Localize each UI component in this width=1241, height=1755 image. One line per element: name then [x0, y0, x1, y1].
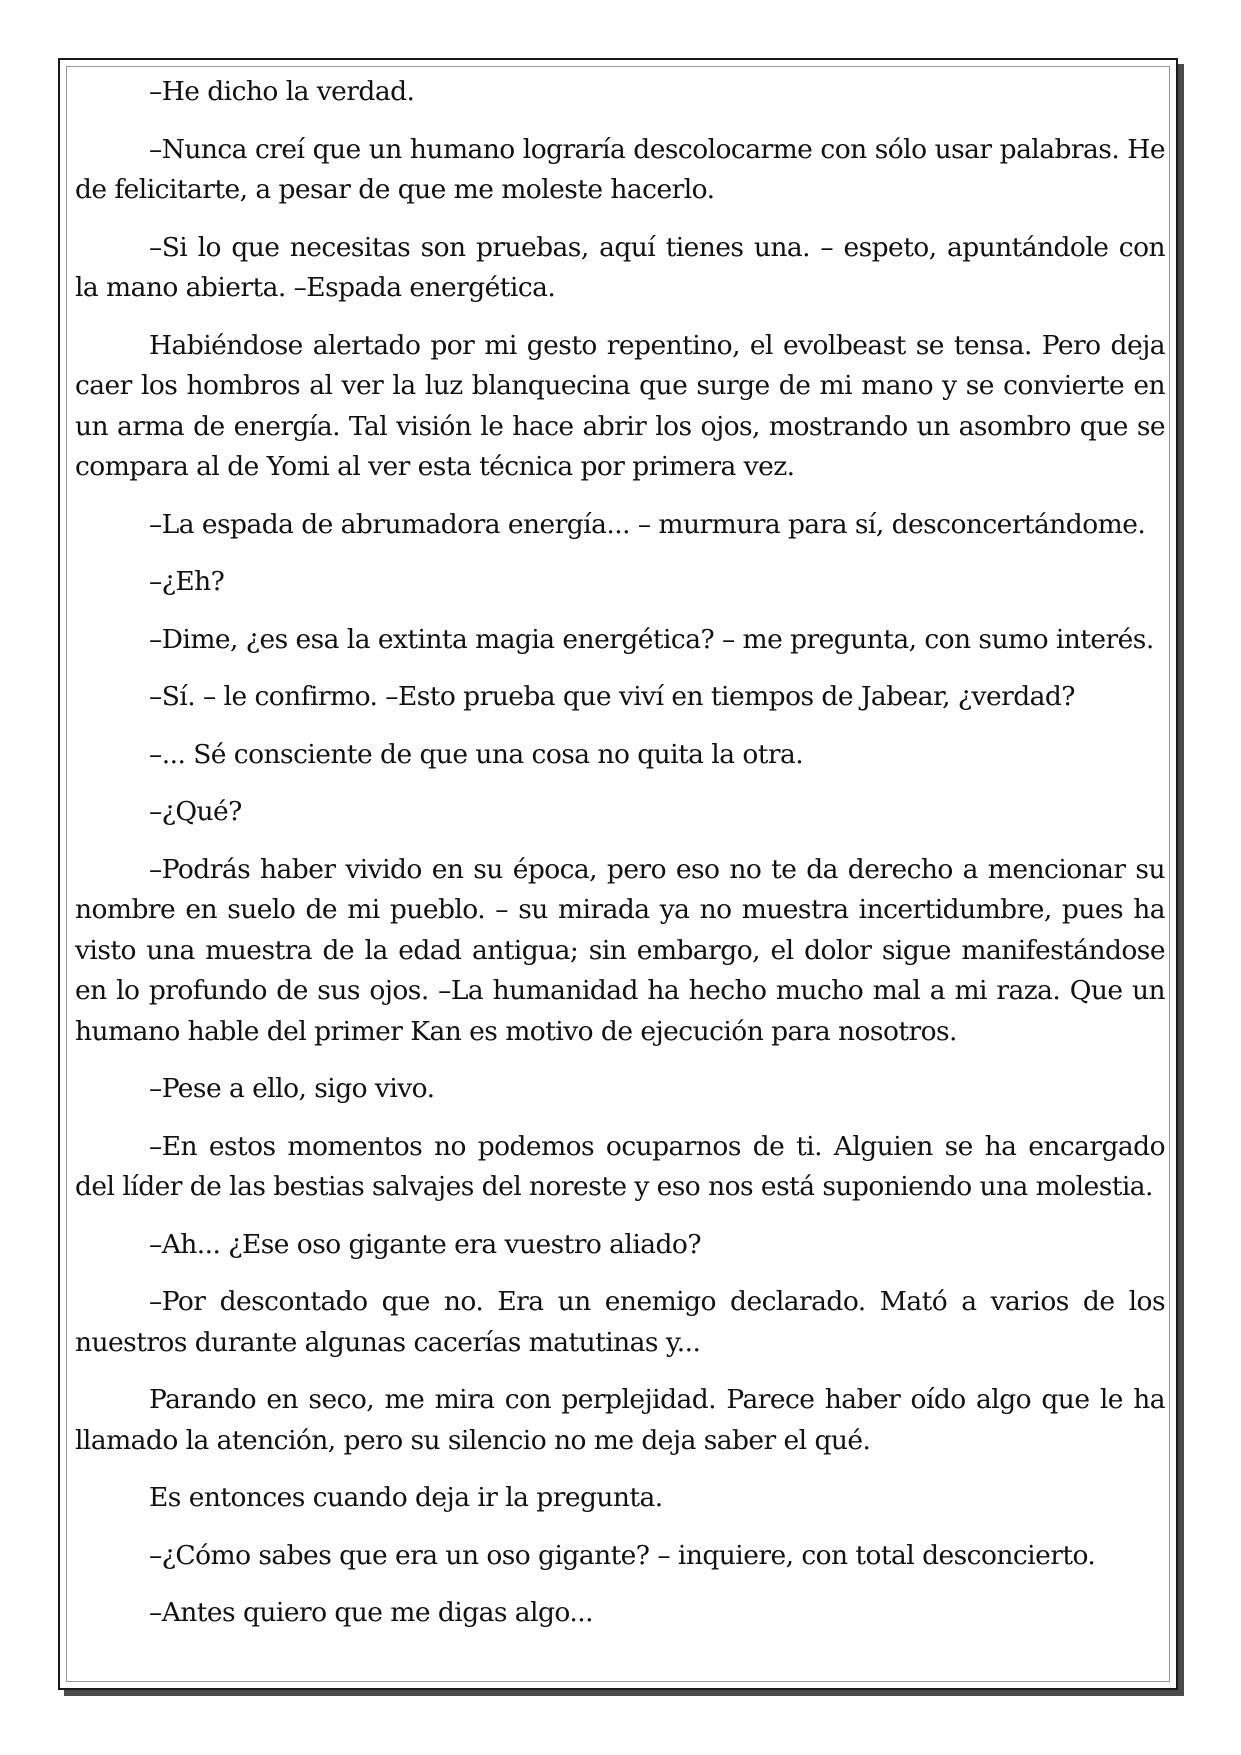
paragraph: –Dime, ¿es esa la extinta magia energética? – me pregunta, con sumo interés.: [149, 623, 1154, 655]
paragraph: –Antes quiero que me digas algo...: [149, 1597, 593, 1628]
paragraph: –La espada de abrumadora energía... – murmura para sí, desconcertándome.: [149, 508, 1146, 540]
paragraph: –He dicho la verdad.: [149, 76, 415, 107]
paragraph: –... Sé consciente de que una cosa no quita la otra.: [149, 738, 804, 770]
paragraph: –¿Cómo sabes que era un oso gigante? – inquiere, con total desconcierto.: [149, 1539, 1096, 1571]
paragraph: –Pese a ello, sigo vivo.: [149, 1073, 435, 1104]
paragraph: Parando en seco, me mira con perplejidad. Parece haber oído algo que le ha llamado la atención, pero su silencio no me deja saber el qué.: [75, 1384, 1165, 1456]
paragraph: –En estos momentos no podemos ocuparnos de ti. Alguien se ha encargado del líder de las bestias salvajes del noreste y eso nos está suponiendo una molestia.: [75, 1130, 1165, 1202]
paragraph: –¿Qué?: [149, 796, 242, 827]
paragraph: –Nunca creí que un humano lograría descolocarme con sólo usar palabras. He de felicitarte, a pesar de que me moleste hacerlo.: [75, 133, 1165, 205]
document-body: [75, 72, 1165, 1651]
paragraph: –Sí. – le confirmo. –Esto prueba que viví en tiempos de Jabear, ¿verdad?: [149, 681, 1075, 712]
paragraph: –¿Eh?: [149, 566, 225, 597]
paragraph: –Ah... ¿Ese oso gigante era vuestro aliado?: [149, 1228, 701, 1260]
paragraph: –Podrás haber vivido en su época, pero eso no te da derecho a mencionar su nombre en suelo de mi pueblo. – su mirada ya no muestra incertidumbre, pues ha visto una muestra de la edad antigua; sin embargo, el dolor sigue manifestándose en lo profundo de sus ojos. –La humanidad ha hecho mucho mal a mi raza. Que un humano hable del primer Kan es motivo de ejecución para nosotros.: [75, 853, 1165, 1047]
paragraph: –Si lo que necesitas son pruebas, aquí tienes una. – espeto, apuntándole con la mano abierta. –Espada energética.: [75, 231, 1165, 303]
paragraph: Habiéndose alertado por mi gesto repentino, el evolbeast se tensa. Pero deja caer los hombros al ver la luz blanquecina que surge de mi mano y se convierte en un arma de energía. Tal visión le hace abrir los ojos, mostrando un asombro que se compara al de Yomi al ver esta técnica por primera vez.: [75, 329, 1165, 482]
paragraph: –Por descontado que no. Era un enemigo declarado. Mató a varios de los nuestros durante algunas cacerías matutinas y...: [75, 1286, 1165, 1358]
paragraph: Es entonces cuando deja ir la pregunta.: [149, 1482, 663, 1513]
